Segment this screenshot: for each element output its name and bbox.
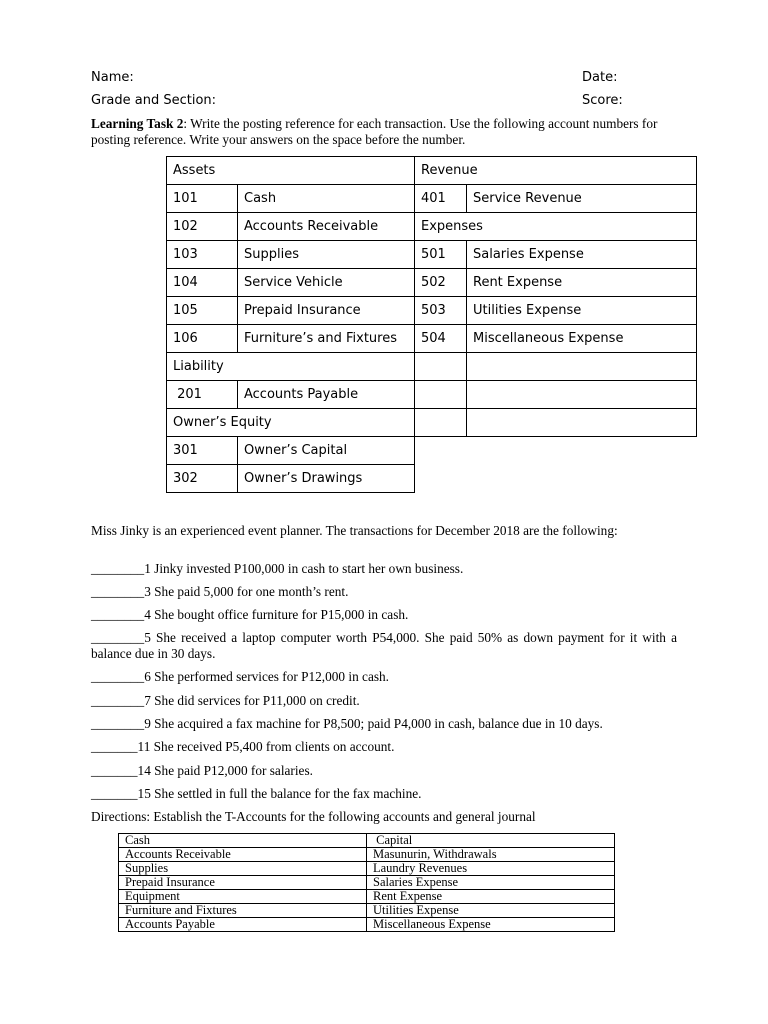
blank-area	[415, 465, 697, 493]
account-left: Accounts Payable	[119, 918, 367, 932]
account-left: Cash	[119, 834, 367, 848]
account-right: Masunurin, Withdrawals	[367, 848, 615, 862]
account-number: 503	[415, 297, 467, 325]
table-row	[119, 876, 615, 890]
account-right: Rent Expense	[367, 890, 615, 904]
account-number: 104	[167, 269, 238, 297]
account-number: 102	[167, 213, 238, 241]
transaction-item: _______15 She settled in full the balance for the fax machine.	[91, 786, 422, 801]
account-number: 301	[167, 437, 238, 465]
account-number: 504	[415, 325, 467, 353]
table-row	[167, 157, 697, 185]
account-number: 106	[167, 325, 238, 353]
table-row	[167, 353, 697, 381]
account-number: 105	[167, 297, 238, 325]
account-number: 201	[167, 381, 238, 409]
task-instructions	[91, 116, 691, 148]
account-number: 302	[167, 465, 238, 493]
account-name: Accounts Payable	[238, 381, 415, 409]
account-right: Laundry Revenues	[367, 862, 615, 876]
score-label: Score:	[582, 93, 623, 108]
transaction-item: _______14 She paid P12,000 for salaries.	[91, 763, 313, 778]
account-name: Service Revenue	[467, 185, 697, 213]
account-number: 501	[415, 241, 467, 269]
account-number: 101	[167, 185, 238, 213]
blank-area	[415, 437, 697, 465]
account-name: Salaries Expense	[467, 241, 697, 269]
transaction-item: ________9 She acquired a fax machine for P8,500; paid P4,000 in cash, balance due in 10 days.	[91, 716, 603, 731]
account-name: Owner’s Drawings	[238, 465, 415, 493]
account-number: 401	[415, 185, 467, 213]
expenses-heading: Expenses	[415, 213, 697, 241]
table-row	[119, 834, 615, 848]
account-left: Accounts Receivable	[119, 848, 367, 862]
account-left: Equipment	[119, 890, 367, 904]
table-row	[119, 862, 615, 876]
table-row	[167, 409, 697, 437]
transaction-item: ________3 She paid 5,000 for one month’s rent.	[91, 584, 349, 599]
account-name: Furniture’s and Fixtures	[238, 325, 415, 353]
transaction-item: ________7 She did services for P11,000 on credit.	[91, 693, 360, 708]
account-left: Furniture and Fixtures	[119, 904, 367, 918]
task-title: Learning Task 2	[91, 116, 184, 131]
account-name: Prepaid Insurance	[238, 297, 415, 325]
account-number: 103	[167, 241, 238, 269]
table-row	[167, 465, 697, 493]
account-name: Supplies	[238, 241, 415, 269]
empty-cell	[415, 381, 467, 409]
table-row	[167, 185, 697, 213]
t-accounts-table	[118, 833, 615, 932]
account-number: 502	[415, 269, 467, 297]
account-right: Capital	[367, 834, 615, 848]
table-row	[119, 848, 615, 862]
grade-section-label: Grade and Section:	[91, 93, 217, 108]
date-label: Date:	[582, 70, 618, 85]
account-left: Prepaid Insurance	[119, 876, 367, 890]
account-name: Cash	[238, 185, 415, 213]
account-name: Owner’s Capital	[238, 437, 415, 465]
task-text: : Write the posting reference for each transaction. Use the following account numbers for posting reference. Write your answers on the space before the number.	[91, 116, 658, 147]
table-row	[119, 890, 615, 904]
revenue-heading: Revenue	[415, 157, 697, 185]
empty-cell	[467, 353, 697, 381]
owners-equity-heading: Owner’s Equity	[167, 409, 415, 437]
account-right: Salaries Expense	[367, 876, 615, 890]
transaction-item: ________5 She received a laptop computer worth P54,000. She paid 50% as down payment for it with a balance due in 30 days.	[91, 630, 677, 661]
account-name: Accounts Receivable	[238, 213, 415, 241]
empty-cell	[467, 409, 697, 437]
table-row	[167, 381, 697, 409]
table-row	[167, 269, 697, 297]
table-row	[167, 297, 697, 325]
table-row	[167, 241, 697, 269]
transaction-item: ________6 She performed services for P12,000 in cash.	[91, 669, 390, 684]
empty-cell	[467, 381, 697, 409]
empty-cell	[415, 409, 467, 437]
transaction-item: ________4 She bought office furniture for P15,000 in cash.	[91, 607, 409, 622]
account-name: Rent Expense	[467, 269, 697, 297]
account-right: Miscellaneous Expense	[367, 918, 615, 932]
account-name: Service Vehicle	[238, 269, 415, 297]
chart-of-accounts-table	[166, 156, 697, 493]
table-row	[119, 918, 615, 932]
transaction-item: ________1 Jinky invested P100,000 in cash to start her own business.	[91, 561, 464, 576]
assets-heading: Assets	[167, 157, 415, 185]
scenario-paragraph: Miss Jinky is an experienced event planner. The transactions for December 2018 are the following:	[91, 523, 618, 538]
table-row	[119, 904, 615, 918]
account-name: Miscellaneous Expense	[467, 325, 697, 353]
directions-text: Directions: Establish the T-Accounts for the following accounts and general journal	[91, 809, 536, 824]
table-row	[167, 325, 697, 353]
account-left: Supplies	[119, 862, 367, 876]
table-row	[167, 213, 697, 241]
empty-cell	[415, 353, 467, 381]
table-row	[167, 437, 697, 465]
account-name: Utilities Expense	[467, 297, 697, 325]
liability-heading: Liability	[167, 353, 415, 381]
account-right: Utilities Expense	[367, 904, 615, 918]
transaction-item: _______11 She received P5,400 from clients on account.	[91, 739, 395, 754]
name-label: Name:	[91, 70, 134, 85]
